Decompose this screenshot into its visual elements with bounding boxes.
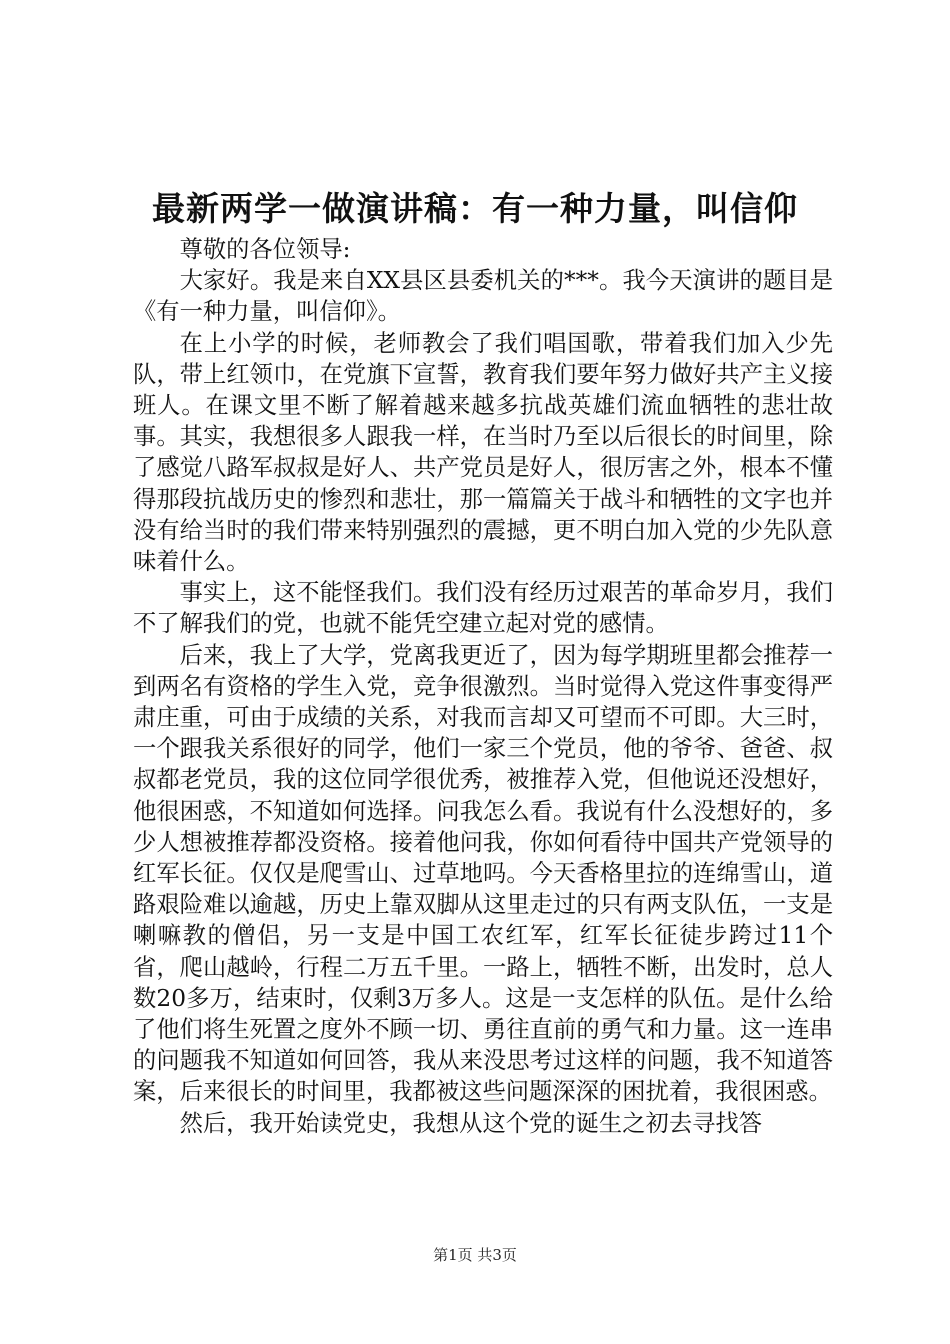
paragraph-party-history: 然后，我开始读党史，我想从这个党的诞生之初去寻找答 [179, 1109, 763, 1137]
paragraph-greeting: 大家好。我是来自XX县区县委机关的***。我今天演讲的题目是《有一种力量，叫信仰》。 [133, 267, 833, 326]
document-title: 最新两学一做演讲稿：有一种力量，叫信仰 [152, 189, 798, 228]
document-body [133, 234, 833, 1139]
salutation: 尊敬的各位领导: [179, 236, 351, 263]
paragraph-primary-school: 在上小学的时候，老师教会了我们唱国歌，带着我们加入少先队，带上红领巾，在党旗下宣誓，教育我们要年努力做好共产主义接班人。在课文里不断了解着越来越多抗战英雄们流血牺牲的悲壮故事。其实，我想很多人跟我一样，在当时乃至以后很长的时间里，除了感觉八路军叔叔是好人、共产党员是好人，很厉害之外，根本不懂得那段抗战历史的惨烈和悲壮，那一篇篇关于战斗和牺牲的文字也并没有给当时的我们带来特别强烈的震撼，更不明白加入党的少先队意味着什么。 [133, 329, 833, 576]
paragraph-university: 后来，我上了大学，党离我更近了，因为每学期班里都会推荐一到两名有资格的学生入党，竞争很激烈。当时觉得入党这件事变得严肃庄重，可由于成绩的关系，对我而言却又可望而不可即。大三时，一个跟我关系很好的同学，他们一家三个党员，他的爷爷、爸爸、叔叔都老党员，我的这位同学很优秀，被推荐入党，但他说还没想好，他很困惑，不知道如何选择。问我怎么看。我说有什么没想好的，多少人想被推荐都没资格。接着他问我，你如何看待中国共产党领导的红军长征。仅仅是爬雪山、过草地吗。今天香格里拉的连绵雪山，道路艰险难以逾越，历史上靠双脚从这里走过的只有两支队伍，一支是喇嘛教的僧侣，另一支是中国工农红军，红军长征徒步跨过11个省，爬山越岭，行程二万五千里。一路上，牺牲不断，出发时，总人数20多万，结束时，仅剩3万多人。这是一支怎样的队伍。是什么给了他们将生死置之度外不顾一切、勇往直前的勇气和力量。这一连串的问题我不知道如何回答，我从来没思考过这样的问题，我不知道答案，后来很长的时间里，我都被这些问题深深的困扰着，我很困惑。 [133, 641, 833, 1106]
page-number-footer: 第1页 共3页 [433, 1246, 517, 1264]
paragraph-fact: 事实上，这不能怪我们。我们没有经历过艰苦的革命岁月，我们不了解我们的党，也就不能凭空建立起对党的感情。 [133, 579, 833, 638]
